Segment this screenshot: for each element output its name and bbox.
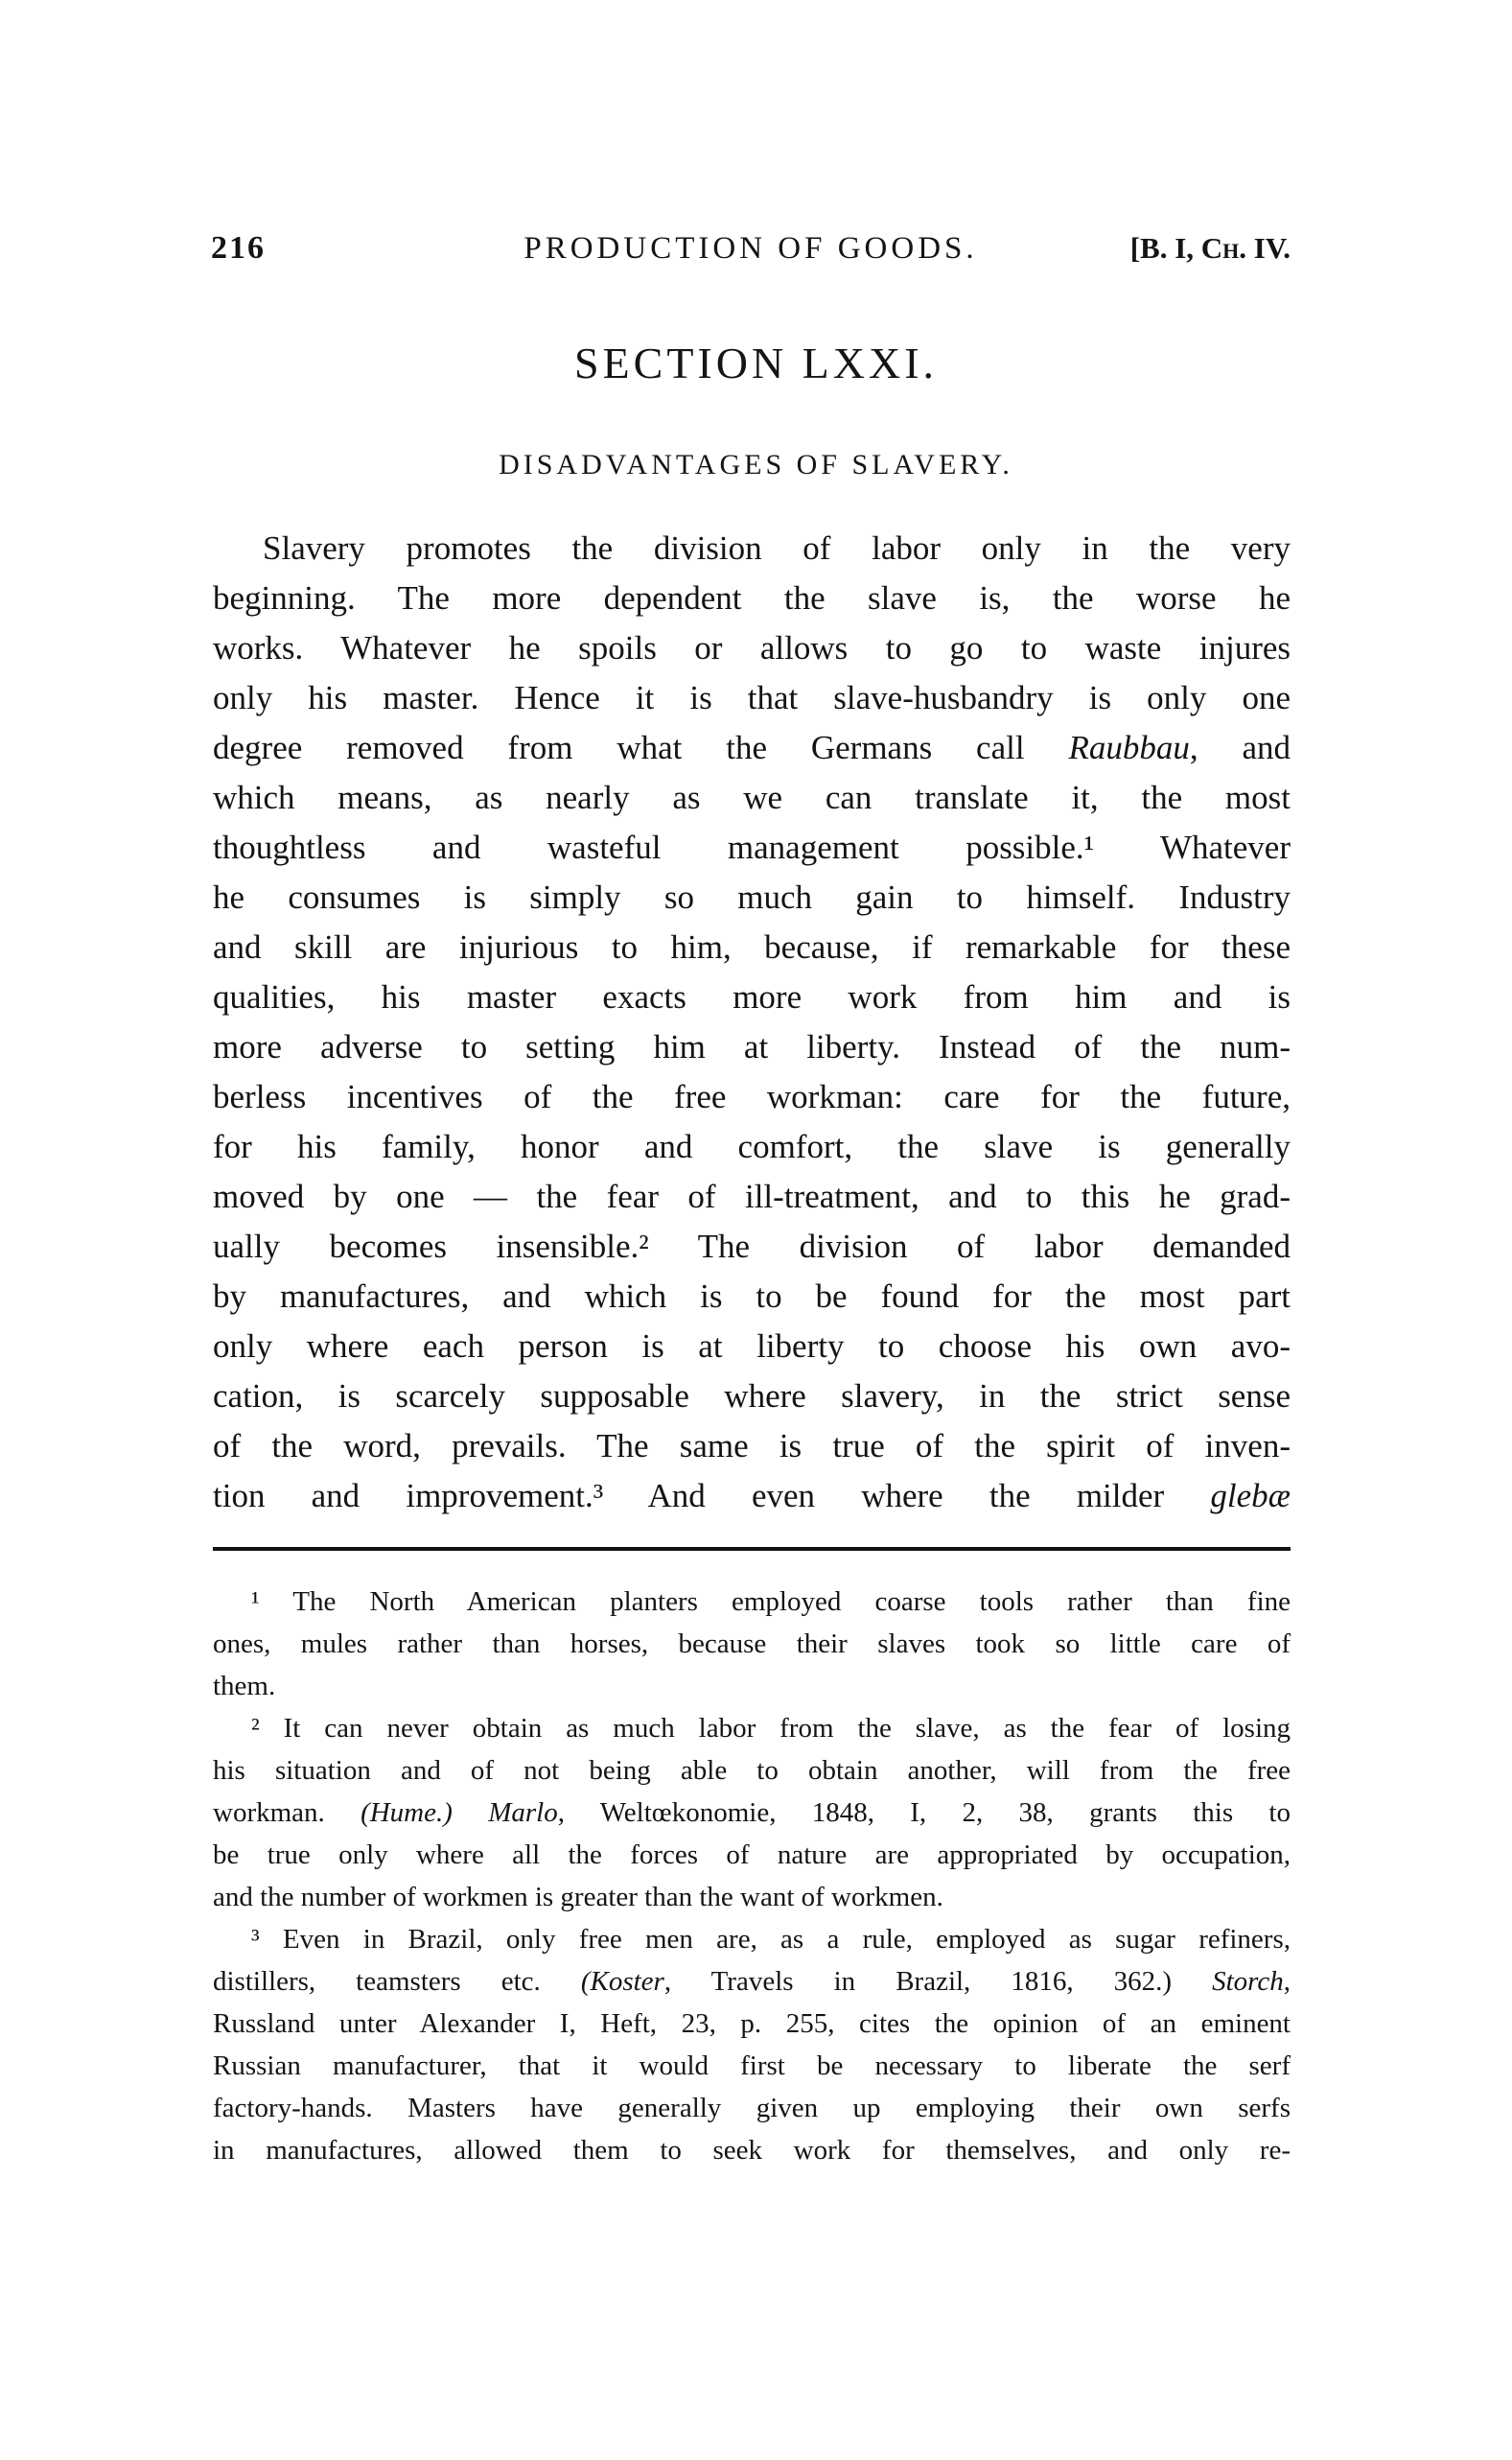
body-line: thoughtless and wasteful management possible.¹ Whatever: [213, 829, 1291, 866]
footnote-line: be true only where all the forces of nature are appropriated by occupation,: [213, 1839, 1291, 1870]
section-subtitle: DISADVANTAGES OF SLAVERY.: [499, 449, 1013, 480]
body-line: only his master. Hence it is that slave-husbandry is only one: [213, 679, 1291, 716]
body-line: moved by one — the fear of ill-treatment, and to this he grad-: [213, 1178, 1291, 1215]
footnotes: [213, 1581, 1291, 2171]
body-line: cation, is scarcely supposable where slavery, in the strict sense: [213, 1377, 1291, 1415]
footnote-line: ¹ The North American planters employed coarse tools rather than fine: [251, 1586, 1291, 1617]
footnote-line: in manufactures, allowed them to seek work for themselves, and only re-: [213, 2135, 1291, 2166]
body-line: berless incentives of the free workman: care for the future,: [213, 1078, 1291, 1115]
body-line: beginning. The more dependent the slave is, the worse he: [213, 579, 1291, 617]
body-line: of the word, prevails. The same is true of the spirit of inven-: [213, 1427, 1291, 1464]
footnote-line: ² It can never obtain as much labor from the slave, as the fear of losing: [251, 1713, 1291, 1744]
body-line: Slavery promotes the division of labor only in the very: [263, 529, 1291, 567]
body-line: ually becomes insensible.² The division of labor demanded: [213, 1228, 1291, 1265]
section-title: SECTION LXXI.: [573, 339, 939, 387]
body-line: degree removed from what the Germans call Raubbau, and: [213, 729, 1291, 766]
footnote-line: ones, mules rather than horses, because their slaves took so little care of: [213, 1628, 1291, 1659]
body-line: tion and improvement.³ And even where the milder glebæ: [213, 1477, 1291, 1514]
footnote-line: his situation and of not being able to obtain another, will from the free: [213, 1755, 1291, 1786]
footnote-line: Russland unter Alexander I, Heft, 23, p. 255, cites the opinion of an eminent: [213, 2008, 1291, 2039]
body-line: more adverse to setting him at liberty. Instead of the num-: [213, 1028, 1291, 1066]
footnote-line: factory-hands. Masters have generally given up employing their own serfs: [213, 2093, 1291, 2123]
body-text: [213, 524, 1291, 1521]
footnote-line: distillers, teamsters etc. (Koster, Travels in Brazil, 1816, 362.) Storch,: [213, 1966, 1291, 1997]
body-line: for his family, honor and comfort, the slave is generally: [213, 1128, 1291, 1165]
running-title: PRODUCTION OF GOODS.: [523, 231, 978, 266]
body-line: by manufactures, and which is to be found for the most part: [213, 1277, 1291, 1315]
page-number: 216: [211, 230, 266, 266]
body-line: and skill are injurious to him, because, if remarkable for these: [213, 928, 1291, 966]
footnote-line: ³ Even in Brazil, only free men are, as a rule, employed as sugar refiners,: [251, 1924, 1291, 1955]
footnote-line: Russian manufacturer, that it would first be necessary to liberate the serf: [213, 2050, 1291, 2081]
body-line: qualities, his master exacts more work from him and is: [213, 978, 1291, 1016]
footnote-rule: [213, 1547, 1291, 1551]
chapter-reference: [B. I, Ch. IV.: [1129, 231, 1291, 265]
footnote-line: workman. (Hume.) Marlo, Weltœkonomie, 1848, I, 2, 38, grants this to: [213, 1797, 1291, 1828]
body-line: he consumes is simply so much gain to himself. Industry: [213, 879, 1291, 916]
body-line: only where each person is at liberty to choose his own avo-: [213, 1327, 1291, 1365]
body-line: works. Whatever he spoils or allows to go to waste injures: [213, 629, 1291, 667]
footnote-line: and the number of workmen is greater than the want of workmen.: [213, 1882, 943, 1912]
page-header: [211, 230, 1291, 267]
footnote-line: them.: [213, 1671, 276, 1701]
body-line: which means, as nearly as we can translate it, the most: [213, 779, 1291, 816]
